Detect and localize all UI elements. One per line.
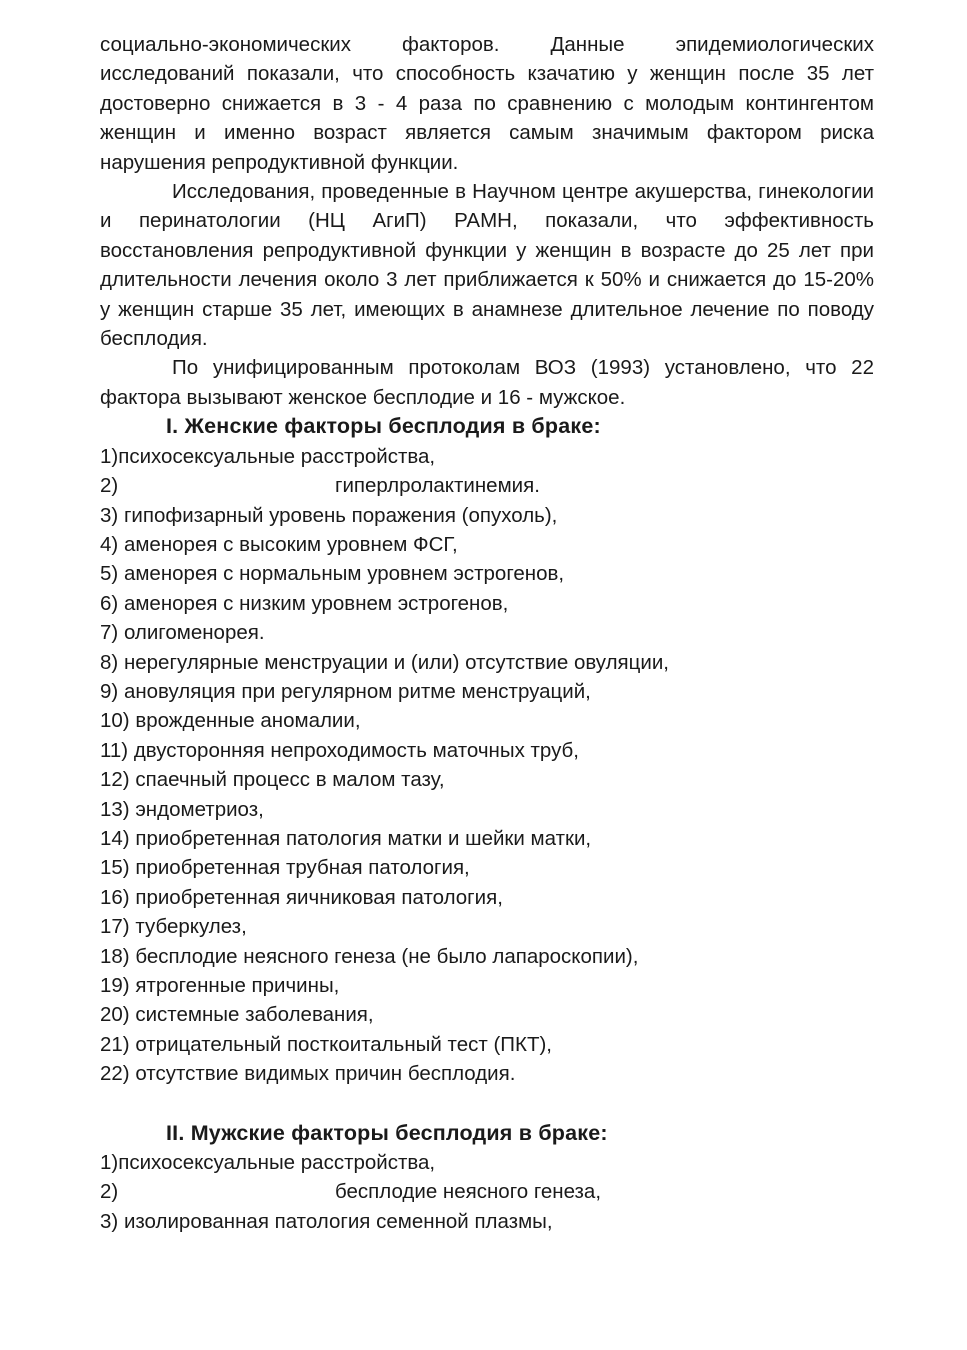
item-text: эндометриоз, [135, 797, 264, 821]
document-page [100, 30, 874, 1236]
item-number: 4) [100, 532, 119, 556]
list-item [100, 1059, 874, 1088]
item-number: 3) [100, 1209, 119, 1233]
item-number: 3) [100, 503, 119, 527]
list-item [100, 706, 874, 735]
item-number: 19) [100, 974, 130, 997]
item-text: туберкулез, [135, 915, 247, 939]
list-item [100, 618, 874, 647]
item-text: психосексуальные расстройства, [118, 444, 436, 468]
item-text: олигоменорея. [123, 621, 265, 645]
item-number: 12) [100, 768, 130, 792]
item-number: 16) [100, 885, 130, 909]
item-number: 17) [100, 915, 130, 939]
item-text: приобретенная трубная патология, [135, 856, 470, 880]
list-item [100, 1177, 874, 1206]
list-item [100, 853, 874, 882]
list-item [100, 1030, 874, 1059]
item-number: 9) [100, 679, 119, 703]
item-text: приобретенная патология матки и шейки матки, [135, 826, 592, 850]
item-text: отсутствие видимых причин бесплодия. [135, 1062, 516, 1086]
item-number: 7) [100, 621, 119, 645]
list-item [100, 501, 874, 530]
list-item [100, 883, 874, 912]
item-number: 13) [100, 797, 130, 821]
item-number: 22) [100, 1062, 130, 1086]
item-text: отрицательный посткоитальный тест (ПКТ), [135, 1032, 552, 1056]
list-item [100, 1207, 874, 1236]
item-text: приобретенная яичниковая патология, [135, 885, 503, 909]
list-item [100, 795, 874, 824]
list-item [100, 677, 874, 706]
item-text: аменорея с высоким уровнем ФСГ, [123, 532, 458, 556]
item-number: 5) [100, 562, 119, 586]
list-item [100, 648, 874, 677]
list-item [100, 530, 874, 559]
list-item [100, 765, 874, 794]
item-text: гиперлролактинемия. [335, 474, 540, 498]
item-number: 14) [100, 826, 130, 850]
item-text: врожденные аномалии, [135, 709, 361, 733]
item-text: гипофизарный уровень поражения (опухоль), [123, 503, 558, 527]
item-text: нерегулярные менструации и (или) отсутствие овуляции, [123, 650, 669, 674]
list-item [100, 942, 874, 971]
item-number: 20) [100, 1003, 130, 1027]
item-number: 10) [100, 709, 130, 733]
item-number: 11) [100, 738, 129, 762]
list-item [100, 824, 874, 853]
item-number: 2) [100, 1180, 119, 1204]
list-item [100, 1000, 874, 1029]
item-number: 6) [100, 591, 119, 615]
item-text: бесплодие неясного генеза, [335, 1180, 602, 1204]
item-number: 1) [100, 444, 119, 468]
item-text: изолированная патология семенной плазмы, [123, 1209, 553, 1233]
item-text: бесплодие неясного генеза (не было лапароскопии), [135, 944, 639, 968]
item-number: 1) [100, 1151, 119, 1175]
female-factors-heading: I. Женские факторы бесплодия в браке: [166, 414, 601, 439]
male-factors-list [100, 1148, 874, 1236]
item-number: 18) [100, 944, 130, 968]
female-factors-list [100, 442, 874, 1089]
list-item [100, 971, 874, 1000]
item-number: 15) [100, 856, 130, 880]
item-text: спаечный процесс в малом тазу, [135, 768, 445, 792]
item-text: ятрогенные причины, [135, 974, 340, 997]
item-number: 8) [100, 650, 119, 674]
item-text: аменорея с нормальным уровнем эстрогенов, [123, 562, 565, 586]
item-text: ановуляция при регулярном ритме менструаций, [123, 679, 591, 703]
paragraph-research-center: Исследования, проведенные в Научном центре акушерства, гинекологии и перинатологии (НЦ АгиП) РАМН, показали, что эффективность восстановления репродуктивной функции у женщин в возрасте до 25 лет при длительности лечения около 3 лет приближается к 50% и снижается до 15-20% у женщин старше 35 лет, имеющих в анамнезе длительное лечение по поводу бесплодия. [100, 180, 874, 351]
list-item [100, 1148, 874, 1177]
item-text: двусторонняя непроходимость маточных труб, [133, 738, 579, 762]
paragraph-who-protocols: По унифицированным протоколам ВОЗ (1993) установлено, что 22 фактора вызывают женское бесплодие и 16 - мужское. [100, 356, 874, 409]
list-item [100, 559, 874, 588]
item-number: 21) [100, 1032, 130, 1056]
item-number: 2) [100, 474, 119, 498]
male-factors-heading: II. Мужские факторы бесплодия в браке: [166, 1120, 608, 1145]
item-text: психосексуальные расстройства, [118, 1151, 436, 1175]
item-text: аменорея с низким уровнем эстрогенов, [123, 591, 509, 615]
list-item [100, 736, 874, 765]
list-item [100, 912, 874, 941]
paragraph-epidemiology: социально-экономических факторов. Данные эпидемиологических исследований показали, что способность кзачатию у женщин после 35 лет достоверно снижается в 3 - 4 раза по сравнению с молодым контингентом женщин и именно возраст является самым значимым фактором риска нарушения репродуктивной функции. [100, 33, 874, 174]
list-item [100, 589, 874, 618]
item-text: системные заболевания, [135, 1003, 374, 1027]
list-item [100, 471, 874, 500]
list-item [100, 442, 874, 471]
